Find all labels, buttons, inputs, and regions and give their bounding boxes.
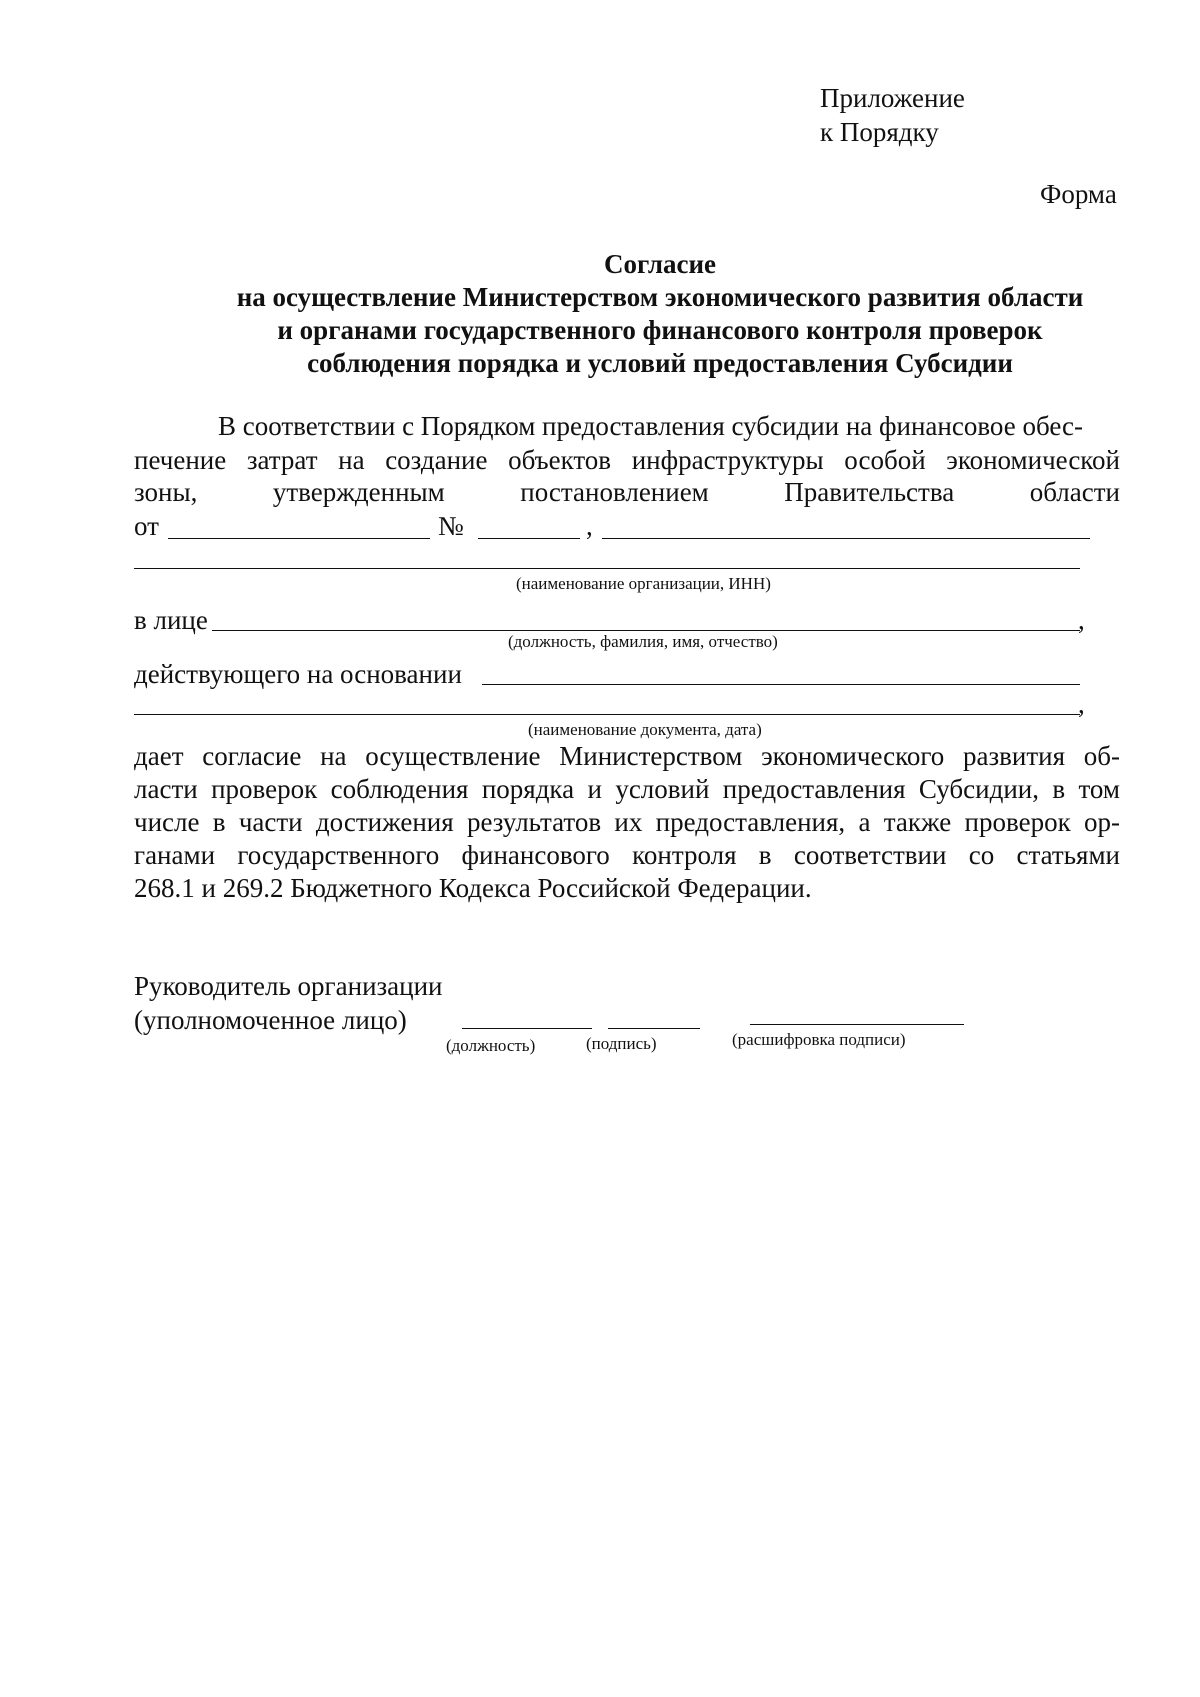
from-label: от [134,511,159,541]
org-name-field[interactable] [134,568,1080,569]
title-line-3: и органами государственного финансового контроля проверок [277,315,1043,345]
form-label: Форма [1040,179,1117,209]
date-field[interactable] [168,538,430,539]
basis-label: действующего на основании [134,659,462,689]
intro-line-1: В соответствии с Порядком предоставления субсидии на финансовое обес- [218,411,1083,441]
person-caption: (должность, фамилия, имя, отчество) [508,632,778,651]
head-label-line-1: Руководитель организации [134,971,443,1001]
signature-decode-field[interactable] [750,1024,964,1025]
intro-line-3: зоны, утвержденным постановлением Правительства области [134,477,1120,507]
signature-caption: (подпись) [586,1034,657,1053]
person-field[interactable] [212,630,1080,631]
position-field[interactable] [462,1028,592,1029]
title-line-4: соблюдения порядка и условий предоставления Субсидии [307,348,1013,378]
consent-line-3: числе в части достижения результатов их предоставления, а также проверок ор- [134,807,1120,837]
doc-caption: (наименование документа, дата) [528,720,762,739]
basis-field[interactable] [482,684,1080,685]
org-name-field-start[interactable] [602,538,1090,539]
consent-line-5: 268.1 и 269.2 Бюджетного Кодекса Российской Федерации. [134,873,812,903]
appendix-line-1: Приложение [820,83,965,113]
basis-field-continued[interactable] [134,714,1080,715]
head-label-line-2: (уполномоченное лицо) [134,1005,407,1035]
number-field[interactable] [478,538,580,539]
title-line-1: Согласие [603,249,717,279]
appendix-line-2: к Порядку [820,117,939,147]
org-caption: (наименование организации, ИНН) [516,574,771,593]
consent-line-2: ласти проверок соблюдения порядка и условий предоставления Субсидии, в том [134,774,1120,804]
comma-2: , [1078,605,1085,635]
signature-field[interactable] [608,1028,700,1029]
comma-3: , [1078,689,1085,719]
consent-line-1: дает согласие на осуществление Министерством экономического развития об- [134,741,1120,771]
consent-line-4: ганами государственного финансового контроля в соответствии со статьями [134,840,1120,870]
decode-caption: (расшифровка подписи) [732,1030,906,1049]
person-label: в лице [134,605,208,635]
position-caption: (должность) [446,1036,536,1055]
title-line-2: на осуществление Министерством экономического развития области [236,282,1084,312]
number-label: № [438,511,464,541]
intro-line-2: печение затрат на создание объектов инфраструктуры особой экономической [134,445,1120,475]
comma-1: , [586,511,593,541]
